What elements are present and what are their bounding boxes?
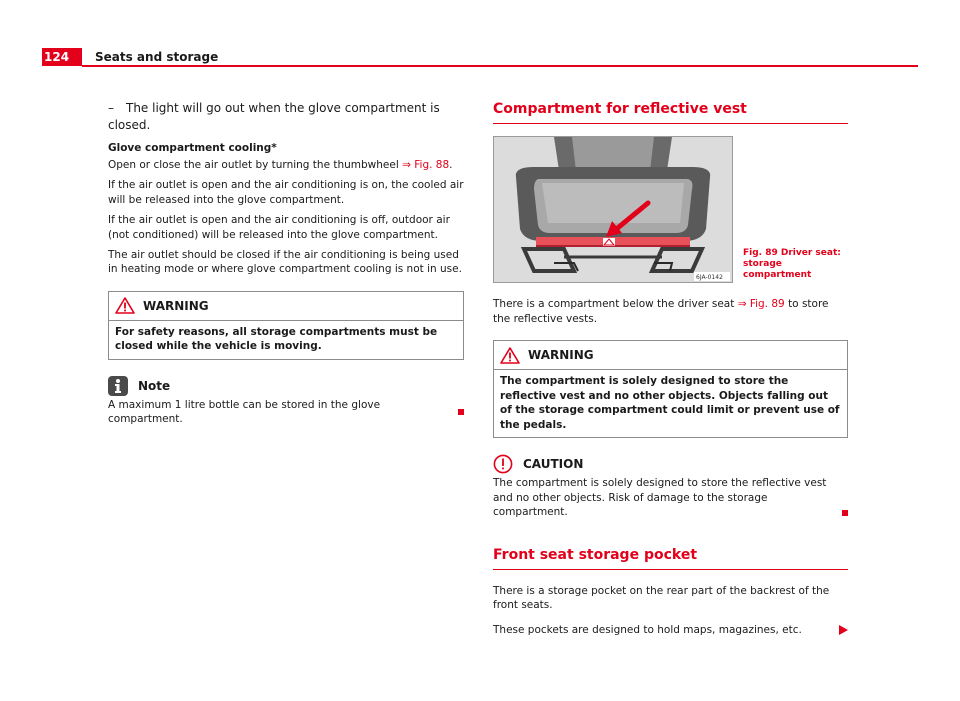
page-number: 124 xyxy=(42,48,82,66)
figure-caption: Fig. 89 Driver seat: storage compartment xyxy=(743,247,841,281)
warning-label: WARNING xyxy=(143,298,209,313)
paragraph-text: There is a compartment below the driver seat xyxy=(493,298,735,311)
note-header xyxy=(108,376,464,396)
caution-text: The compartment is solely designed to store the reflective vest and no other objects. Risk of damage to the storage compartment. xyxy=(493,477,827,519)
warning-box xyxy=(108,291,464,360)
continue-arrow-icon xyxy=(839,625,848,635)
paragraph-text: to store the reflective vests. xyxy=(493,298,829,325)
dash-list-item xyxy=(108,100,464,133)
paragraph-row xyxy=(493,623,848,637)
caution-header xyxy=(493,454,848,474)
caution-exclamation-icon xyxy=(493,454,513,474)
warning-header xyxy=(109,292,463,321)
warning-text: For safety reasons, all storage compartments must be closed while the vehicle is moving. xyxy=(115,325,438,353)
figure-89 xyxy=(493,136,848,283)
section-title-reflective-vest: Compartment for reflective vest xyxy=(493,100,848,124)
paragraph-text: These pockets are designed to hold maps, magazines, etc. xyxy=(493,623,802,636)
seat-figure-image xyxy=(493,136,733,283)
paragraph: If the air outlet is open and the air conditioning is on, the cooled air will be released into the glove compartment. xyxy=(108,179,464,206)
note-row xyxy=(108,398,464,427)
paragraph: Open or close the air outlet by turning the thumbwheel ⇒ Fig. 88. xyxy=(108,158,453,171)
warning-box xyxy=(493,340,848,438)
warning-text: The compartment is solely designed to store the reflective vest and no other objects. Objects falling out of the storage compartment could limit or prevent use of the pedals. xyxy=(500,375,840,431)
figure-reference-link[interactable]: ⇒ Fig. 89 xyxy=(737,298,785,311)
caution-label: CAUTION xyxy=(523,456,584,471)
paragraph-text: Open or close the air outlet by turning the thumbwheel xyxy=(108,158,399,171)
note-text: A maximum 1 litre bottle can be stored in the glove compartment. xyxy=(108,398,381,426)
paragraph xyxy=(493,297,848,326)
paragraph: If the air outlet is open and the air conditioning is off, outdoor air (not conditioned) will be released into the glove compartment. xyxy=(108,214,450,241)
seat-illustration xyxy=(494,137,732,282)
dash-bullet: – xyxy=(108,101,114,115)
warning-triangle-icon xyxy=(500,347,520,364)
section-title-storage-pocket: Front seat storage pocket xyxy=(493,546,848,570)
warning-header xyxy=(494,341,847,370)
end-of-section-marker xyxy=(458,409,464,415)
figure-code: 6JA-0142 xyxy=(696,274,723,282)
dash-item-text: The light will go out when the glove compartment is closed. xyxy=(108,101,440,132)
info-icon xyxy=(108,376,128,396)
figure-reference-link[interactable]: ⇒ Fig. 88 xyxy=(402,158,450,171)
end-of-section-marker xyxy=(842,510,848,516)
note-label: Note xyxy=(138,378,171,393)
right-column xyxy=(493,100,848,637)
warning-triangle-icon xyxy=(115,297,135,314)
page-header-title: Seats and storage xyxy=(95,50,219,64)
paragraph: The air outlet should be closed if the air conditioning is being used in heating mode or where glove compartment cooling is not in use. xyxy=(108,249,462,276)
caution-row xyxy=(493,476,848,519)
subheading-glove-cooling: Glove compartment cooling* xyxy=(108,142,277,155)
warning-label: WARNING xyxy=(528,348,594,362)
paragraph: There is a storage pocket on the rear part of the backrest of the front seats. xyxy=(493,584,830,612)
left-column xyxy=(108,100,464,427)
header-rule xyxy=(82,65,918,67)
